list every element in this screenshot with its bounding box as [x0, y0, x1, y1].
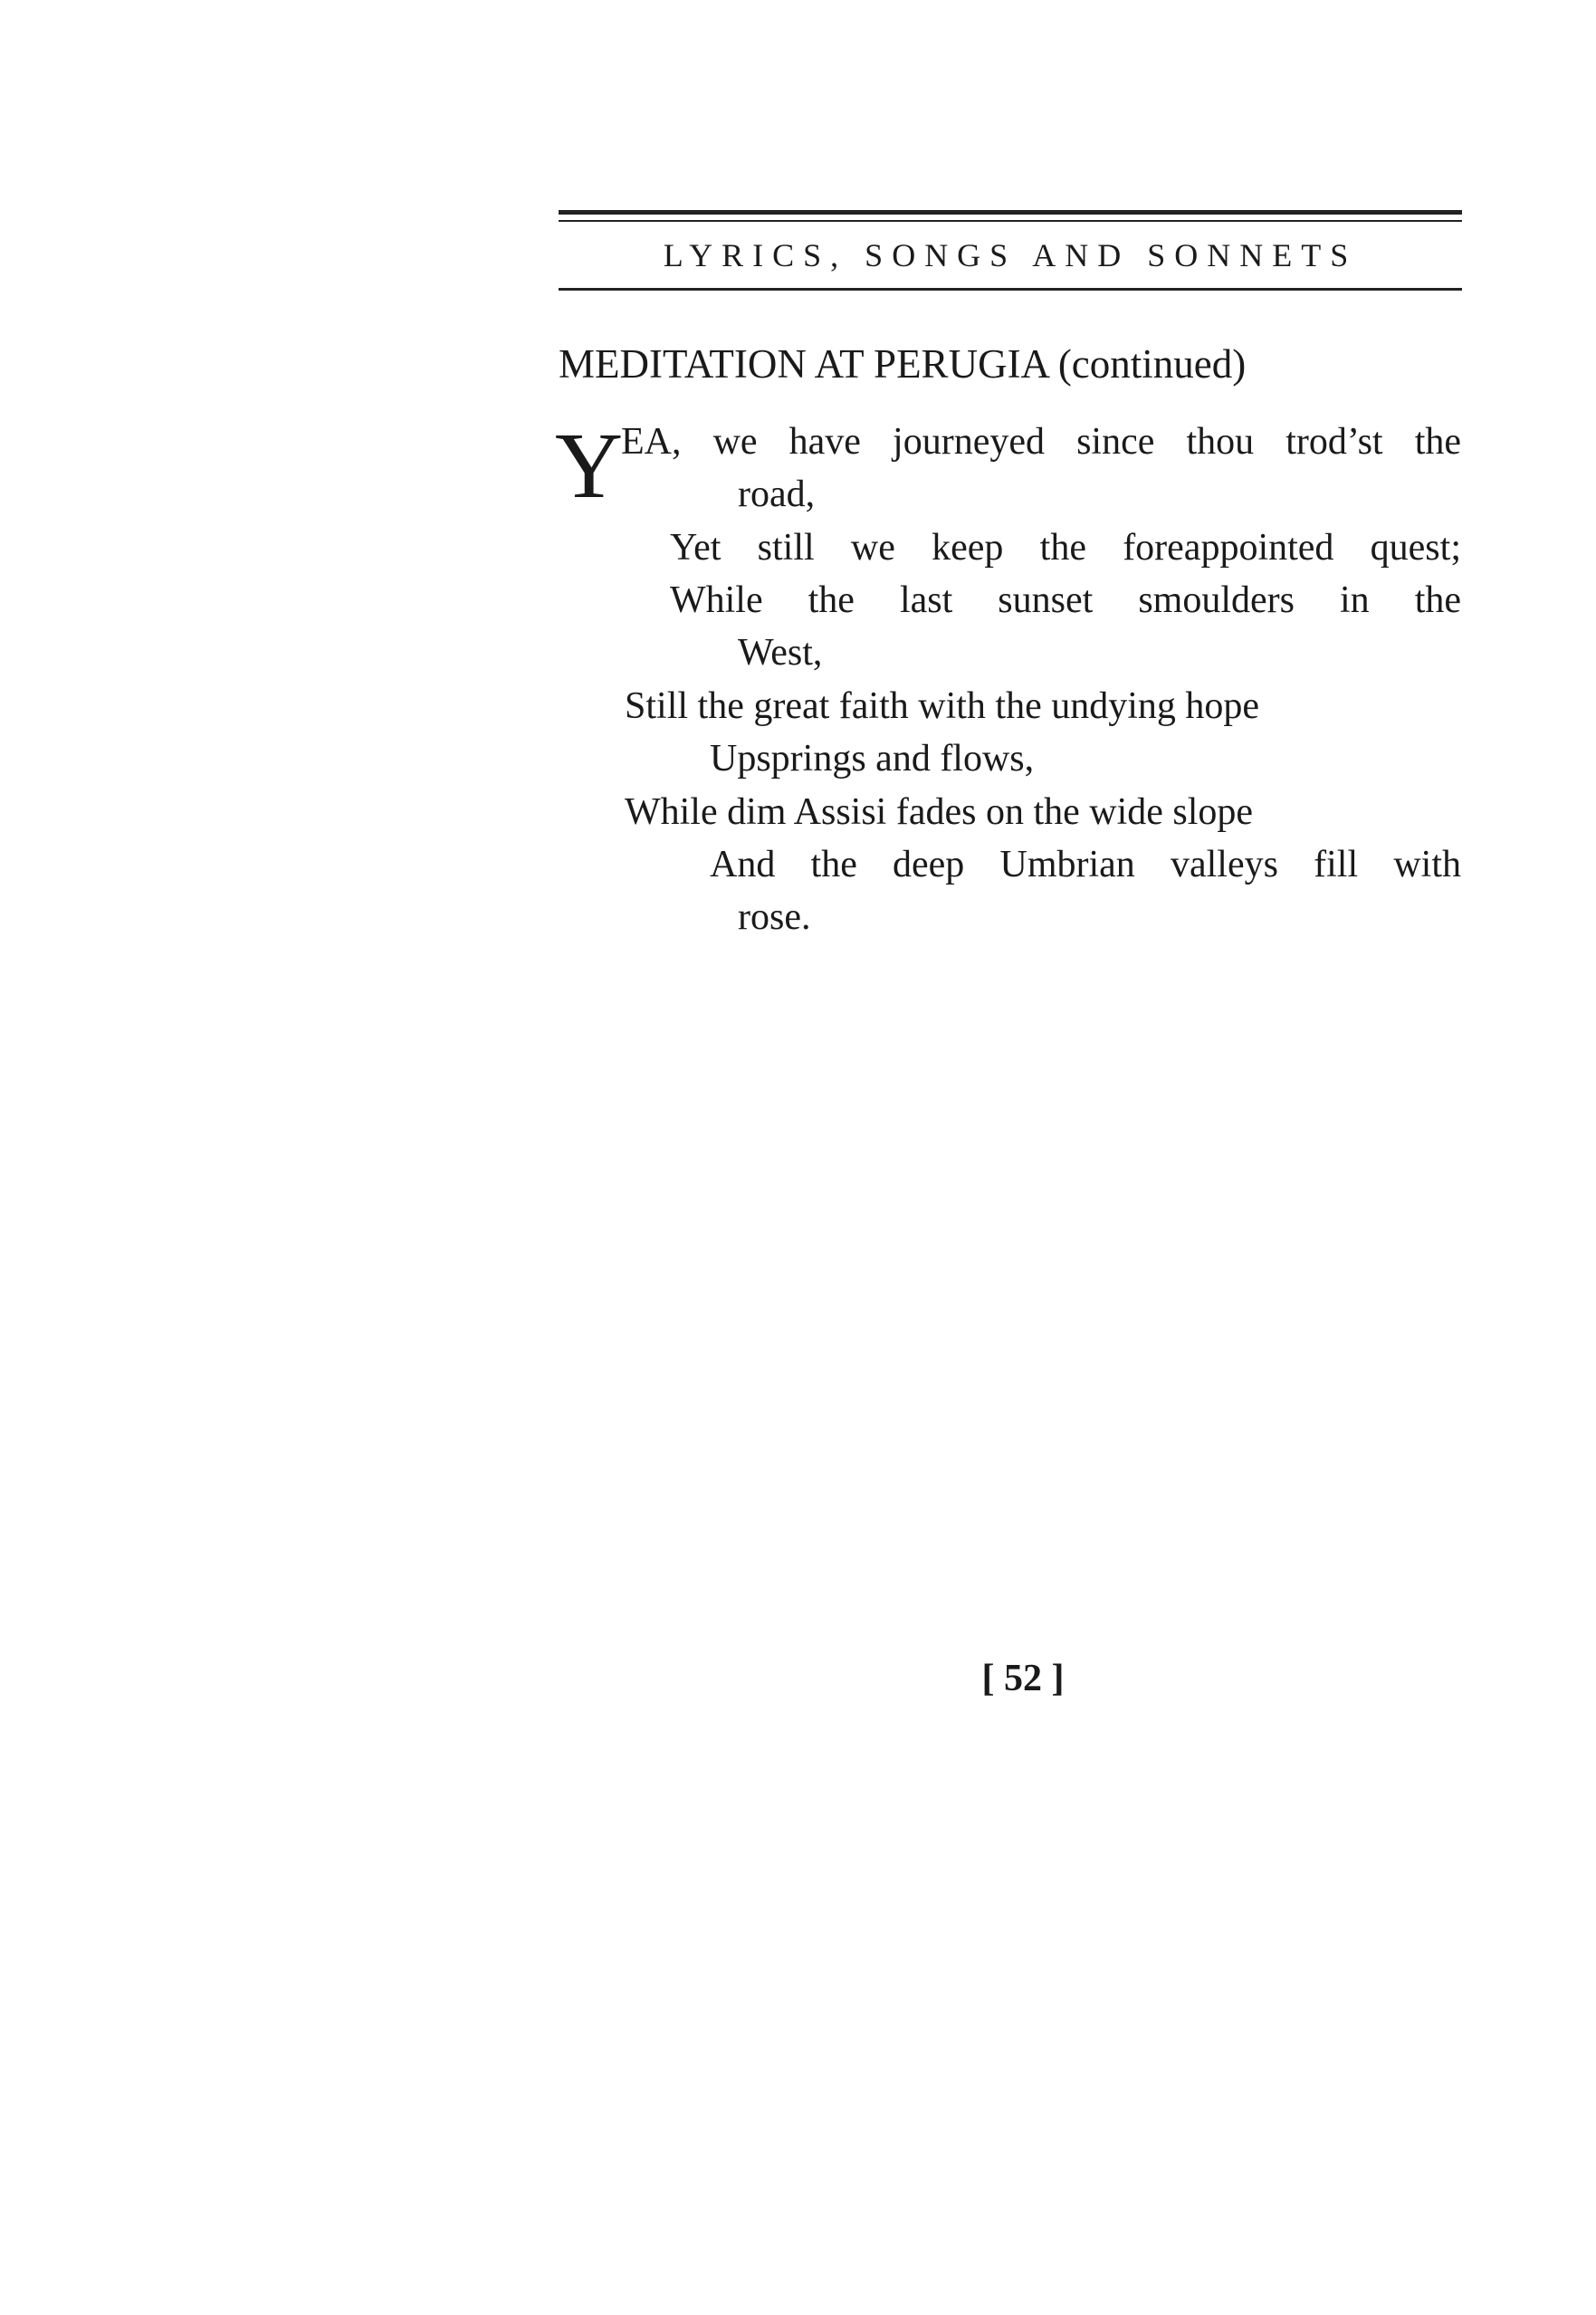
poem-title: MEDITATION AT PERUGIA (continued) [559, 341, 1247, 387]
poem-line-1: EA, we have journeyed since thou trod’st the [621, 421, 1461, 463]
running-header: LYRICS, SONGS AND SONNETS [663, 237, 1358, 273]
poem-line-8: While dim Assisi fades on the wide slope [625, 791, 1254, 833]
poem-line-6: Still the great faith with the undying hope [625, 685, 1260, 727]
poem-line-2: road, [738, 474, 816, 515]
poem-line-4: While the last sunset smoulders in the [670, 579, 1461, 621]
poem-line-7: Upsprings and flows, [710, 738, 1035, 780]
poem-line-3: Yet still we keep the foreappointed quest; [670, 527, 1461, 569]
poem-line-10: rose. [738, 896, 811, 938]
header-rule-top-thin [559, 220, 1462, 222]
header-rule-top [559, 210, 1462, 215]
poem-line-9: And the deep Umbrian valleys fill with [710, 844, 1461, 885]
page-number: [ 52 ] [981, 1658, 1065, 1699]
drop-cap: Y [555, 414, 624, 518]
poem-line-5: West, [738, 632, 823, 674]
header-rule-bottom [559, 288, 1462, 291]
